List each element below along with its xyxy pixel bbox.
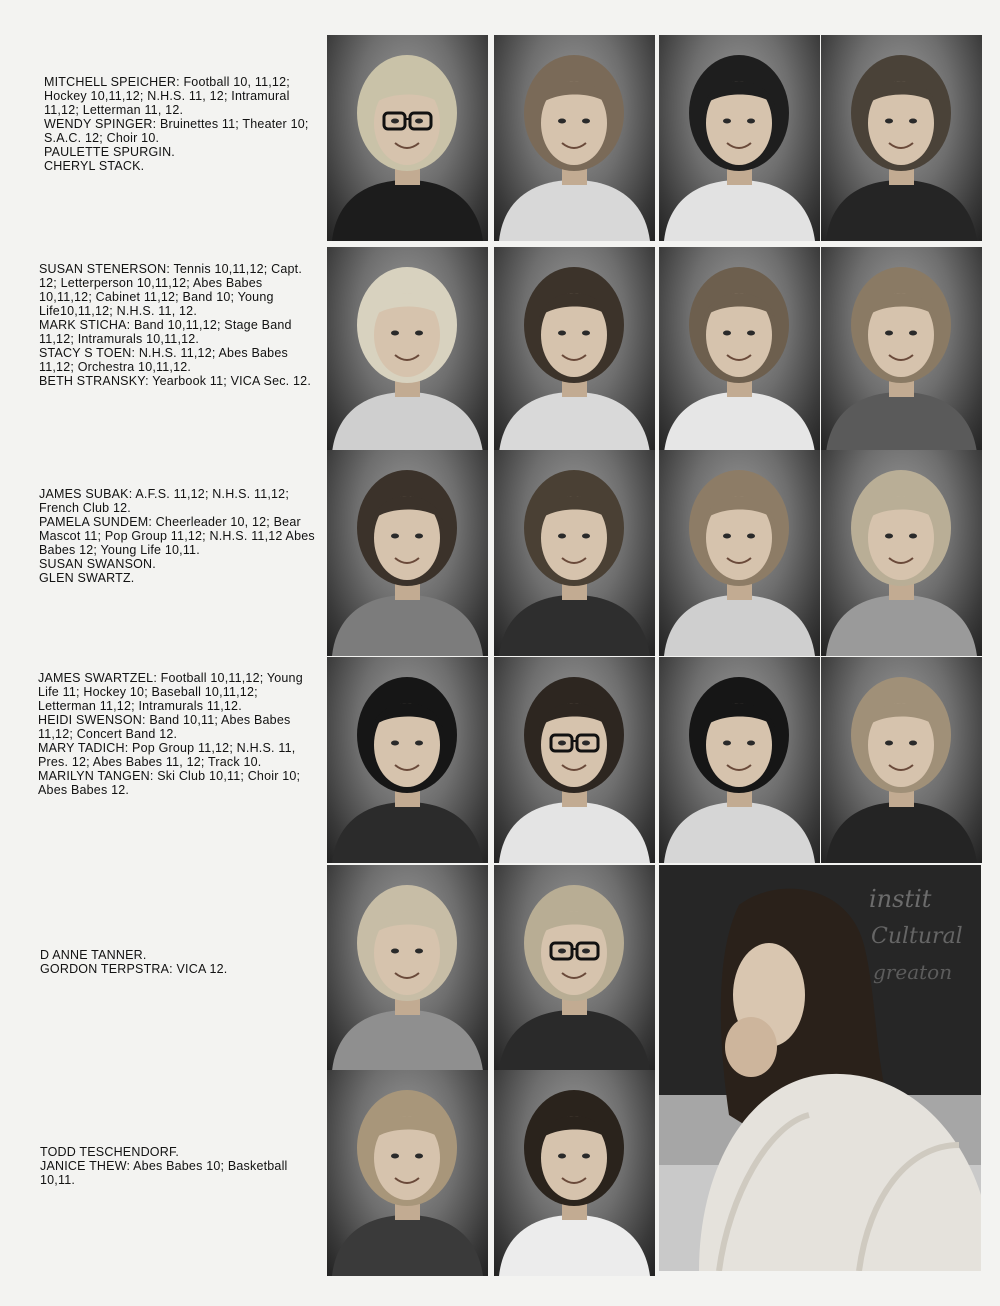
student-portrait bbox=[659, 247, 820, 453]
student-entry: GLEN SWARTZ. bbox=[39, 571, 135, 585]
student-entry: MARY TADICH: Pop Group 11,12; N.H.S. 11, Pres. 12; Abes Babes 11, 12; Track 10. bbox=[38, 741, 296, 769]
student-entry: JAMES SWARTZEL: Football 10,11,12; Young Life 11; Hockey 10; Baseball 10,11,12; Letterman 11,12; Intramurals 11,12. bbox=[38, 671, 303, 713]
portrait-image bbox=[821, 35, 982, 241]
student-portrait bbox=[494, 450, 655, 656]
student-portrait bbox=[327, 657, 488, 863]
candid-classroom-photo bbox=[659, 865, 981, 1271]
student-portrait bbox=[821, 35, 982, 241]
student-portrait bbox=[327, 35, 488, 241]
portrait-image bbox=[494, 865, 655, 1071]
student-entry: HEIDI SWENSON: Band 10,11; Abes Babes 11,12; Concert Band 12. bbox=[38, 713, 291, 741]
portrait-image bbox=[494, 657, 655, 863]
student-portrait bbox=[494, 35, 655, 241]
student-portrait bbox=[327, 865, 488, 1071]
student-entry: SUSAN SWANSON. bbox=[39, 557, 156, 571]
portrait-image bbox=[821, 247, 982, 453]
portrait-image bbox=[327, 450, 488, 656]
student-entry: WENDY SPINGER: Bruinettes 11; Theater 10; S.A.C. 12; Choir 10. bbox=[44, 117, 309, 145]
student-portrait bbox=[327, 1070, 488, 1276]
portrait-image bbox=[327, 865, 488, 1071]
student-entry: PAMELA SUNDEM: Cheerleader 10, 12; Bear Mascot 11; Pop Group 11,12; N.H.S. 11,12 Abes Babes 12; Young Life 10,11. bbox=[39, 515, 315, 557]
caption-block-row-2 bbox=[39, 262, 316, 388]
portrait-image bbox=[494, 247, 655, 453]
portrait-image bbox=[327, 247, 488, 453]
candid-photo-image bbox=[659, 865, 981, 1271]
student-entry: BETH STRANSKY: Yearbook 11; VICA Sec. 12. bbox=[39, 374, 311, 388]
caption-block-row-3 bbox=[39, 487, 316, 585]
student-portrait bbox=[494, 1070, 655, 1276]
portrait-image bbox=[327, 35, 488, 241]
student-entry: GORDON TERPSTRA: VICA 12. bbox=[40, 962, 228, 976]
student-entry: CHERYL STACK. bbox=[44, 159, 145, 173]
student-portrait bbox=[659, 450, 820, 656]
student-entry: MITCHELL SPEICHER: Football 10, 11,12; Hockey 10,11,12; N.H.S. 11, 12; Intramural 11,12; Letterman 11, 12. bbox=[44, 75, 290, 117]
student-entry: TODD TESCHENDORF. bbox=[40, 1145, 180, 1159]
portrait-image bbox=[659, 450, 820, 656]
student-entry: PAULETTE SPURGIN. bbox=[44, 145, 175, 159]
chalkboard-text: instit bbox=[869, 885, 932, 913]
portrait-image bbox=[327, 657, 488, 863]
chalkboard-text: greaton bbox=[873, 960, 953, 984]
student-entry: D ANNE TANNER. bbox=[40, 948, 147, 962]
chalkboard-text: Cultural bbox=[871, 924, 963, 949]
portrait-image bbox=[659, 247, 820, 453]
student-portrait bbox=[821, 247, 982, 453]
portrait-image bbox=[821, 450, 982, 656]
student-entry: JANICE THEW: Abes Babes 10; Basketball 10,11. bbox=[40, 1159, 288, 1187]
student-entry: JAMES SUBAK: A.F.S. 11,12; N.H.S. 11,12; French Club 12. bbox=[39, 487, 290, 515]
portrait-image bbox=[659, 35, 820, 241]
student-entry: MARILYN TANGEN: Ski Club 10,11; Choir 10; Abes Babes 12. bbox=[38, 769, 301, 797]
portrait-image bbox=[494, 35, 655, 241]
student-entry: STACY S TOEN: N.H.S. 11,12; Abes Babes 11,12; Orchestra 10,11,12. bbox=[39, 346, 288, 374]
student-portrait bbox=[659, 35, 820, 241]
student-entry: SUSAN STENERSON: Tennis 10,11,12; Capt. 12; Letterperson 10,11,12; Abes Babes 10,11,12; Cabinet 11,12; Band 10; Young Life10,11,12; N.H.S. 11, 12. bbox=[39, 262, 303, 318]
student-portrait bbox=[659, 657, 820, 863]
student-portrait bbox=[821, 450, 982, 656]
portrait-image bbox=[494, 450, 655, 656]
student-portrait bbox=[327, 450, 488, 656]
student-portrait bbox=[821, 657, 982, 863]
caption-block-row-1 bbox=[44, 75, 316, 173]
caption-block-row-6 bbox=[40, 1145, 302, 1187]
caption-block-row-4 bbox=[38, 671, 316, 797]
student-entry: MARK STICHA: Band 10,11,12; Stage Band 11,12; Intramurals 10,11,12. bbox=[39, 318, 292, 346]
portrait-image bbox=[494, 1070, 655, 1276]
student-portrait bbox=[327, 247, 488, 453]
portrait-image bbox=[659, 657, 820, 863]
portrait-image bbox=[327, 1070, 488, 1276]
student-portrait bbox=[494, 865, 655, 1071]
portrait-image bbox=[821, 657, 982, 863]
student-portrait bbox=[494, 657, 655, 863]
student-portrait bbox=[494, 247, 655, 453]
caption-block-row-5 bbox=[40, 948, 316, 976]
